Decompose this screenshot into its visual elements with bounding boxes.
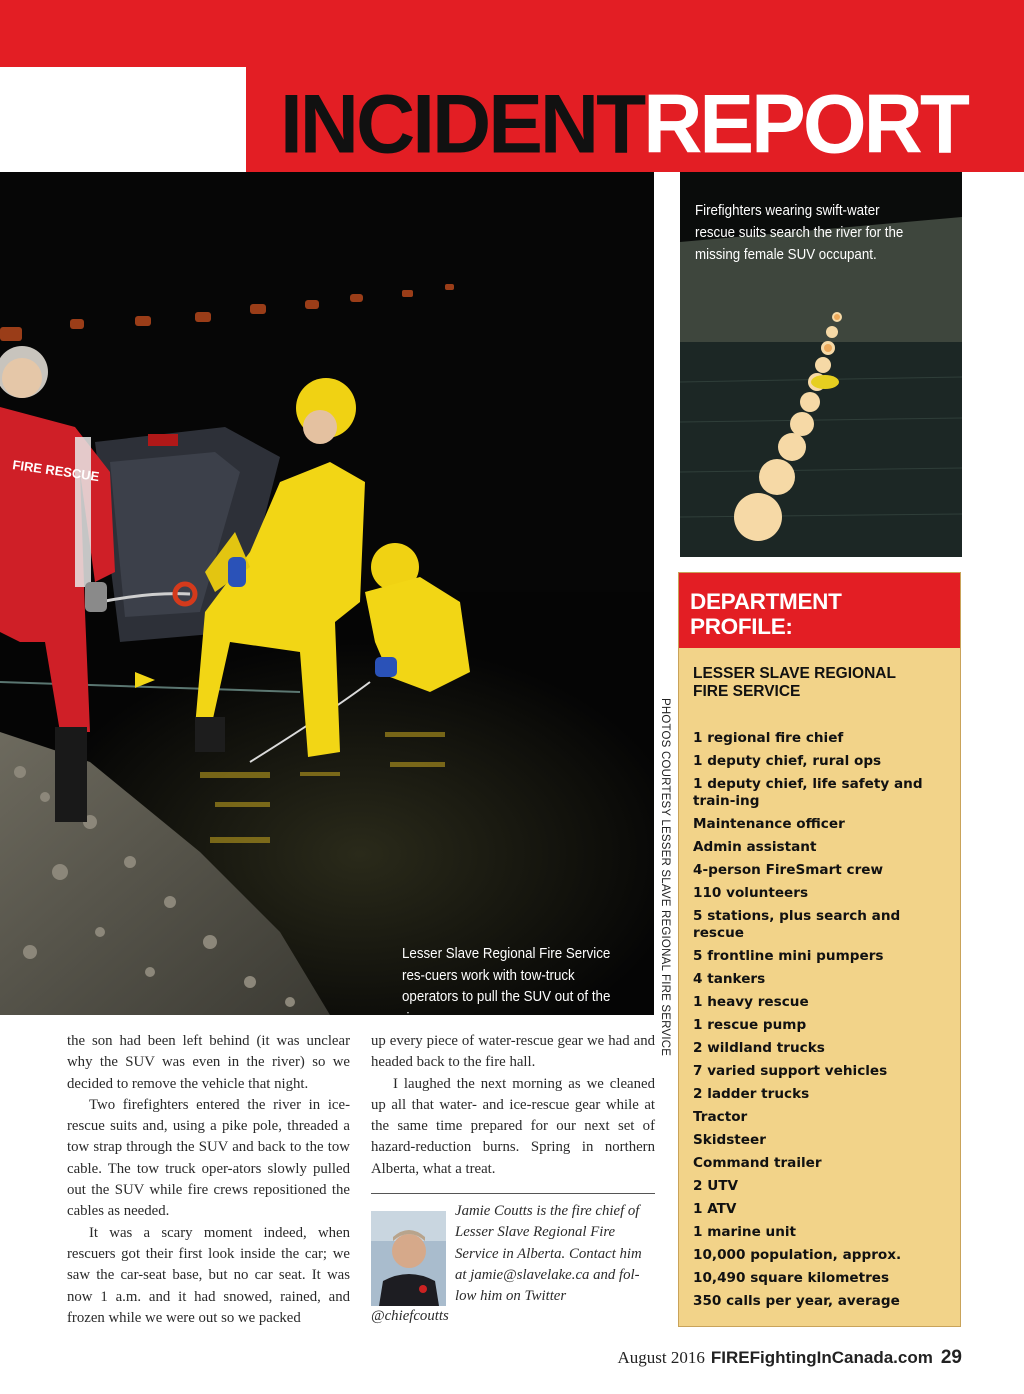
side-photo-caption: Firefighters wearing swift-water rescue suits search the river for the missing female SUV occupant. [695,203,904,263]
article-paragraph: I laughed the next morning as we cleaned up all that water- and ice-rescue gear while at the same time prepared for our next set of hazard-reduction burns. Spring in northern Alberta, what a treat. [371,1075,655,1177]
department-profile-box [678,572,961,1327]
profile-heading-line2: PROFILE: [690,614,793,639]
profile-item: 1 marine unit [693,1224,797,1240]
profile-item: Admin assistant [693,839,817,855]
profile-item: 350 calls per year, average [693,1293,900,1309]
issue-date: August 2016 [617,1348,705,1367]
profile-item: 10,490 square kilometres [693,1270,890,1286]
profile-org-name [693,665,948,701]
profile-item: 2 UTV [693,1178,739,1194]
title-part-incident: INCIDENT [280,78,644,171]
title-part-report: REPORT [643,78,967,171]
profile-item: 4 tankers [693,971,766,987]
author-avatar [371,1211,446,1306]
profile-org-line2: FIRE SERVICE [693,683,801,700]
profile-item: 2 wildland trucks [693,1040,825,1056]
profile-item: 1 regional fire chief [693,730,844,746]
profile-item: 1 deputy chief, rural ops [693,753,882,769]
section-title [280,78,967,172]
profile-item: 110 volunteers [693,885,809,901]
profile-item: 10,000 population, approx. [693,1247,902,1263]
profile-heading-line1: DEPARTMENT [690,589,842,614]
photo-credit [656,698,674,1057]
article-column-2 [371,1031,655,1180]
profile-item: 5 frontline mini pumpers [693,948,884,964]
profile-item: 1 deputy chief, life safety and train-ing [693,776,923,809]
profile-item: 1 rescue pump [693,1017,807,1033]
article-paragraph: It was a scary moment indeed, when rescuers got their first look inside the car; we saw the car-seat base, but no car seat. It was now 1 a.m. and it had snowed, rained, and frozen while we were out so we packed [67,1224,350,1326]
profile-list [693,730,951,1316]
author-bio: Jamie Coutts is the fire chief of Lesser Slave Regional Fire Service in Alberta. Contact him at jamie@slavelake.ca and fol-low him on Twitter [455,1203,642,1305]
profile-item: 7 varied support vehicles [693,1063,888,1079]
article-column-1 [67,1031,350,1329]
article-paragraph: Two firefighters entered the river in ice-rescue suits and, using a pike pole, threaded a tow strap through the SUV and back to the tow cable. The tow truck oper-ators slowly pulled out the SUV while fire crews repositioned the cables as needed. [67,1096,350,1220]
page-footer [618,1347,962,1369]
website-name: FIREFightingInCanada.com [710,1348,933,1367]
profile-org-line1: LESSER SLAVE REGIONAL [693,665,896,682]
profile-item: Command trailer [693,1155,822,1171]
bio-divider [371,1193,655,1194]
photo-credit-text: PHOTOS COURTESY LESSER SLAVE REGIONAL FIRE SERVICE [659,698,671,1057]
article-paragraph: up every piece of water-rescue gear we had and headed back to the fire hall. [371,1033,655,1071]
profile-item: 4-person FireSmart crew [693,862,884,878]
profile-item: 5 stations, plus search and rescue [693,908,901,941]
page-number: 29 [940,1347,962,1368]
jacket-text: FIRE RESCUE [11,457,101,485]
profile-item: 1 heavy rescue [693,994,809,1010]
profile-item: Skidsteer [693,1132,766,1148]
profile-heading [690,589,842,639]
profile-item: 1 ATV [693,1201,737,1217]
article-paragraph: the son had been left behind (it was unclear why the SUV was even in the river) so we decided to remove the vehicle that night. [67,1033,350,1092]
profile-item: Tractor [693,1109,748,1125]
top-red-band [0,0,1024,67]
main-photo-caption: Lesser Slave Regional Fire Service res-cuers work with tow-truck operators to pull the SUV out of the river. [402,946,611,1027]
main-photo [0,172,654,1015]
profile-item: 2 ladder trucks [693,1086,810,1102]
profile-header [679,573,960,648]
profile-item: Maintenance officer [693,816,845,832]
author-twitter-handle[interactable]: @chiefcoutts [371,1308,449,1324]
